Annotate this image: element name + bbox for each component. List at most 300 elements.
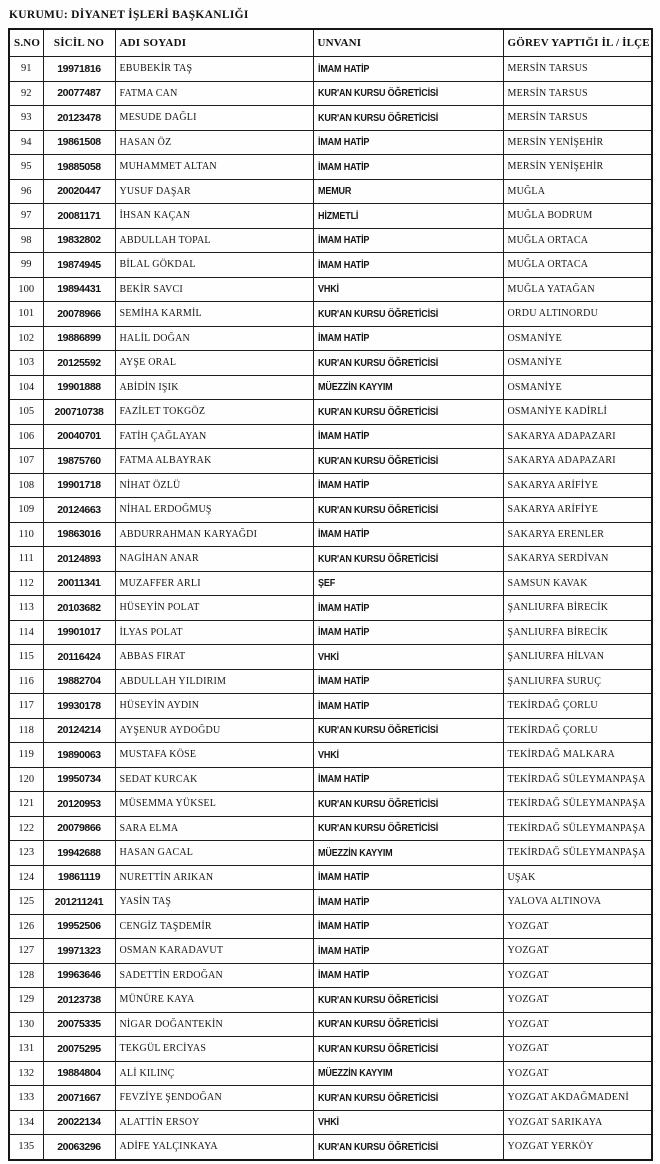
name-cell: MÜNÜRE KAYA bbox=[115, 988, 313, 1013]
column-header-0: S.NO bbox=[9, 29, 43, 57]
table-row bbox=[9, 498, 652, 523]
title-cell bbox=[313, 473, 503, 498]
title-text: KUR'AN KURSU ÖĞRETİCİSİ bbox=[317, 822, 438, 835]
table-row bbox=[9, 424, 652, 449]
name-cell: SARA ELMA bbox=[115, 816, 313, 841]
registry-no-cell: 19901017 bbox=[43, 620, 115, 645]
name-cell: ABİDİN IŞIK bbox=[115, 375, 313, 400]
table-row bbox=[9, 253, 652, 278]
serial-no-cell: 130 bbox=[9, 1012, 43, 1037]
table-row bbox=[9, 522, 652, 547]
title-text: İMAM HATİP bbox=[317, 234, 369, 247]
serial-no-cell: 109 bbox=[9, 498, 43, 523]
registry-no-cell: 19861508 bbox=[43, 130, 115, 155]
location-cell: TEKİRDAĞ SÜLEYMANPAŞA bbox=[503, 841, 652, 866]
serial-no-cell: 91 bbox=[9, 57, 43, 82]
location-cell: YOZGAT bbox=[503, 939, 652, 964]
location-cell: SAKARYA ADAPAZARI bbox=[503, 424, 652, 449]
name-cell: FEVZİYE ŞENDOĞAN bbox=[115, 1086, 313, 1111]
serial-no-cell: 94 bbox=[9, 130, 43, 155]
name-cell: MÜSEMMA YÜKSEL bbox=[115, 792, 313, 817]
title-cell bbox=[313, 914, 503, 939]
title-text: ŞEF bbox=[317, 577, 335, 590]
table-row bbox=[9, 106, 652, 131]
location-cell: YOZGAT bbox=[503, 988, 652, 1013]
name-cell: NAGİHAN ANAR bbox=[115, 547, 313, 572]
table-row bbox=[9, 743, 652, 768]
title-text: KUR'AN KURSU ÖĞRETİCİSİ bbox=[317, 405, 438, 418]
registry-no-cell: 201211241 bbox=[43, 890, 115, 915]
title-text: KUR'AN KURSU ÖĞRETİCİSİ bbox=[317, 111, 438, 124]
table-row bbox=[9, 988, 652, 1013]
column-header-3: UNVANI bbox=[313, 29, 503, 57]
table-row bbox=[9, 792, 652, 817]
title-cell bbox=[313, 596, 503, 621]
table-row bbox=[9, 179, 652, 204]
location-cell: UŞAK bbox=[503, 865, 652, 890]
location-cell: YOZGAT bbox=[503, 1037, 652, 1062]
name-cell: AYŞE ORAL bbox=[115, 351, 313, 376]
location-cell: YOZGAT bbox=[503, 963, 652, 988]
table-row bbox=[9, 841, 652, 866]
name-cell: SEDAT KURCAK bbox=[115, 767, 313, 792]
registry-no-cell: 20063296 bbox=[43, 1135, 115, 1160]
location-cell: MERSİN TARSUS bbox=[503, 106, 652, 131]
title-cell bbox=[313, 816, 503, 841]
title-text: KUR'AN KURSU ÖĞRETİCİSİ bbox=[317, 1042, 438, 1055]
table-row bbox=[9, 1110, 652, 1135]
title-text: HİZMETLİ bbox=[317, 209, 358, 222]
location-cell: OSMANİYE bbox=[503, 326, 652, 351]
title-text: MÜEZZİN KAYYIM bbox=[317, 381, 393, 394]
name-cell: NURETTİN ARIKAN bbox=[115, 865, 313, 890]
registry-no-cell: 200710738 bbox=[43, 400, 115, 425]
location-cell: TEKİRDAĞ ÇORLU bbox=[503, 718, 652, 743]
title-cell bbox=[313, 302, 503, 327]
table-row bbox=[9, 718, 652, 743]
table-row bbox=[9, 302, 652, 327]
table-row bbox=[9, 449, 652, 474]
location-cell: MERSİN TARSUS bbox=[503, 57, 652, 82]
serial-no-cell: 96 bbox=[9, 179, 43, 204]
table-header-row bbox=[9, 29, 652, 57]
title-text: İMAM HATİP bbox=[317, 430, 369, 443]
name-cell: EBUBEKİR TAŞ bbox=[115, 57, 313, 82]
location-cell: ŞANLIURFA HİLVAN bbox=[503, 645, 652, 670]
table-row bbox=[9, 669, 652, 694]
registry-no-cell: 20071667 bbox=[43, 1086, 115, 1111]
table-row bbox=[9, 939, 652, 964]
table-row bbox=[9, 890, 652, 915]
serial-no-cell: 131 bbox=[9, 1037, 43, 1062]
registry-no-cell: 19886899 bbox=[43, 326, 115, 351]
serial-no-cell: 128 bbox=[9, 963, 43, 988]
serial-no-cell: 132 bbox=[9, 1061, 43, 1086]
name-cell: FATMA CAN bbox=[115, 81, 313, 106]
title-cell bbox=[313, 81, 503, 106]
title-cell bbox=[313, 743, 503, 768]
registry-no-cell: 20011341 bbox=[43, 571, 115, 596]
title-text: İMAM HATİP bbox=[317, 944, 369, 957]
name-cell: MESUDE DAĞLI bbox=[115, 106, 313, 131]
name-cell: ABDULLAH YILDIRIM bbox=[115, 669, 313, 694]
title-cell bbox=[313, 1037, 503, 1062]
name-cell: MUSTAFA KÖSE bbox=[115, 743, 313, 768]
table-row bbox=[9, 204, 652, 229]
serial-no-cell: 100 bbox=[9, 277, 43, 302]
location-cell: MUĞLA ORTACA bbox=[503, 253, 652, 278]
table-body bbox=[9, 57, 652, 1160]
table-row bbox=[9, 694, 652, 719]
name-cell: BİLAL GÖKDAL bbox=[115, 253, 313, 278]
location-cell: SAKARYA ADAPAZARI bbox=[503, 449, 652, 474]
table-row bbox=[9, 1061, 652, 1086]
location-cell: SAKARYA ARİFİYE bbox=[503, 498, 652, 523]
title-cell bbox=[313, 865, 503, 890]
title-text: KUR'AN KURSU ÖĞRETİCİSİ bbox=[317, 993, 438, 1006]
serial-no-cell: 104 bbox=[9, 375, 43, 400]
registry-no-cell: 19861119 bbox=[43, 865, 115, 890]
table-row bbox=[9, 1135, 652, 1160]
location-cell: SAKARYA ARİFİYE bbox=[503, 473, 652, 498]
serial-no-cell: 133 bbox=[9, 1086, 43, 1111]
table-row bbox=[9, 596, 652, 621]
serial-no-cell: 111 bbox=[9, 547, 43, 572]
title-text: KUR'AN KURSU ÖĞRETİCİSİ bbox=[317, 503, 438, 516]
title-text: KUR'AN KURSU ÖĞRETİCİSİ bbox=[317, 797, 438, 810]
title-cell bbox=[313, 130, 503, 155]
name-cell: MUHAMMET ALTAN bbox=[115, 155, 313, 180]
table-row bbox=[9, 865, 652, 890]
serial-no-cell: 117 bbox=[9, 694, 43, 719]
column-header-4: GÖREV YAPTIĞI İL / İLÇE bbox=[503, 29, 652, 57]
table-row bbox=[9, 473, 652, 498]
table-row bbox=[9, 57, 652, 82]
registry-no-cell: 19875760 bbox=[43, 449, 115, 474]
location-cell: TEKİRDAĞ SÜLEYMANPAŞA bbox=[503, 767, 652, 792]
title-text: KUR'AN KURSU ÖĞRETİCİSİ bbox=[317, 87, 438, 100]
location-cell: TEKİRDAĞ MALKARA bbox=[503, 743, 652, 768]
title-cell bbox=[313, 498, 503, 523]
title-cell bbox=[313, 1135, 503, 1160]
serial-no-cell: 134 bbox=[9, 1110, 43, 1135]
title-text: VHKİ bbox=[317, 748, 339, 761]
location-cell: ORDU ALTINORDU bbox=[503, 302, 652, 327]
registry-no-cell: 19863016 bbox=[43, 522, 115, 547]
serial-no-cell: 103 bbox=[9, 351, 43, 376]
location-cell: YALOVA ALTINOVA bbox=[503, 890, 652, 915]
personnel-table bbox=[8, 28, 653, 1161]
registry-no-cell: 19885058 bbox=[43, 155, 115, 180]
serial-no-cell: 113 bbox=[9, 596, 43, 621]
table-row bbox=[9, 277, 652, 302]
registry-no-cell: 20075335 bbox=[43, 1012, 115, 1037]
serial-no-cell: 112 bbox=[9, 571, 43, 596]
registry-no-cell: 20077487 bbox=[43, 81, 115, 106]
title-cell bbox=[313, 1061, 503, 1086]
serial-no-cell: 129 bbox=[9, 988, 43, 1013]
title-text: KUR'AN KURSU ÖĞRETİCİSİ bbox=[317, 1140, 438, 1153]
serial-no-cell: 124 bbox=[9, 865, 43, 890]
serial-no-cell: 127 bbox=[9, 939, 43, 964]
title-cell bbox=[313, 351, 503, 376]
table-row bbox=[9, 1012, 652, 1037]
serial-no-cell: 123 bbox=[9, 841, 43, 866]
table-row bbox=[9, 1037, 652, 1062]
serial-no-cell: 115 bbox=[9, 645, 43, 670]
title-text: İMAM HATİP bbox=[317, 601, 369, 614]
registry-no-cell: 19901888 bbox=[43, 375, 115, 400]
name-cell: YASİN TAŞ bbox=[115, 890, 313, 915]
name-cell: SADETTİN ERDOĞAN bbox=[115, 963, 313, 988]
serial-no-cell: 125 bbox=[9, 890, 43, 915]
table-row bbox=[9, 375, 652, 400]
title-text: VHKİ bbox=[317, 1116, 339, 1129]
table-row bbox=[9, 326, 652, 351]
registry-no-cell: 19832802 bbox=[43, 228, 115, 253]
location-cell: YOZGAT bbox=[503, 1061, 652, 1086]
title-cell bbox=[313, 204, 503, 229]
name-cell: HALİL DOĞAN bbox=[115, 326, 313, 351]
table-row bbox=[9, 400, 652, 425]
title-cell bbox=[313, 718, 503, 743]
serial-no-cell: 105 bbox=[9, 400, 43, 425]
table-row bbox=[9, 767, 652, 792]
title-cell bbox=[313, 228, 503, 253]
registry-no-cell: 20124663 bbox=[43, 498, 115, 523]
name-cell: MUZAFFER ARLI bbox=[115, 571, 313, 596]
name-cell: FATMA ALBAYRAK bbox=[115, 449, 313, 474]
serial-no-cell: 108 bbox=[9, 473, 43, 498]
serial-no-cell: 106 bbox=[9, 424, 43, 449]
title-cell bbox=[313, 57, 503, 82]
title-text: MÜEZZİN KAYYIM bbox=[317, 846, 393, 859]
title-cell bbox=[313, 547, 503, 572]
location-cell: YOZGAT bbox=[503, 1012, 652, 1037]
title-cell bbox=[313, 253, 503, 278]
registry-no-cell: 19971323 bbox=[43, 939, 115, 964]
serial-no-cell: 114 bbox=[9, 620, 43, 645]
registry-no-cell: 19971816 bbox=[43, 57, 115, 82]
name-cell: İLYAS POLAT bbox=[115, 620, 313, 645]
column-header-1: SİCİL NO bbox=[43, 29, 115, 57]
registry-no-cell: 20124214 bbox=[43, 718, 115, 743]
name-cell: ADİFE YALÇINKAYA bbox=[115, 1135, 313, 1160]
location-cell: MUĞLA ORTACA bbox=[503, 228, 652, 253]
name-cell: ABDULLAH TOPAL bbox=[115, 228, 313, 253]
title-cell bbox=[313, 963, 503, 988]
title-text: MEMUR bbox=[317, 185, 351, 198]
registry-no-cell: 20103682 bbox=[43, 596, 115, 621]
location-cell: ŞANLIURFA SURUÇ bbox=[503, 669, 652, 694]
title-text: İMAM HATİP bbox=[317, 920, 369, 933]
title-cell bbox=[313, 155, 503, 180]
title-text: İMAM HATİP bbox=[317, 626, 369, 639]
registry-no-cell: 19894431 bbox=[43, 277, 115, 302]
title-cell bbox=[313, 792, 503, 817]
name-cell: HASAN ÖZ bbox=[115, 130, 313, 155]
title-text: MÜEZZİN KAYYIM bbox=[317, 1067, 393, 1080]
title-text: VHKİ bbox=[317, 650, 339, 663]
location-cell: SAMSUN KAVAK bbox=[503, 571, 652, 596]
serial-no-cell: 101 bbox=[9, 302, 43, 327]
title-cell bbox=[313, 1110, 503, 1135]
title-cell bbox=[313, 988, 503, 1013]
location-cell: SAKARYA SERDİVAN bbox=[503, 547, 652, 572]
title-cell bbox=[313, 669, 503, 694]
registry-no-cell: 19890063 bbox=[43, 743, 115, 768]
title-cell bbox=[313, 1012, 503, 1037]
table-row bbox=[9, 571, 652, 596]
registry-no-cell: 20125592 bbox=[43, 351, 115, 376]
registry-no-cell: 20120953 bbox=[43, 792, 115, 817]
registry-no-cell: 19950734 bbox=[43, 767, 115, 792]
title-cell bbox=[313, 522, 503, 547]
title-text: İMAM HATİP bbox=[317, 62, 369, 75]
name-cell: SEMİHA KARMİL bbox=[115, 302, 313, 327]
registry-no-cell: 20116424 bbox=[43, 645, 115, 670]
location-cell: MUĞLA bbox=[503, 179, 652, 204]
table-row bbox=[9, 620, 652, 645]
serial-no-cell: 107 bbox=[9, 449, 43, 474]
name-cell: HÜSEYİN POLAT bbox=[115, 596, 313, 621]
serial-no-cell: 119 bbox=[9, 743, 43, 768]
name-cell: HÜSEYİN AYDIN bbox=[115, 694, 313, 719]
title-text: VHKİ bbox=[317, 283, 339, 296]
registry-no-cell: 20078966 bbox=[43, 302, 115, 327]
registry-no-cell: 20040701 bbox=[43, 424, 115, 449]
serial-no-cell: 118 bbox=[9, 718, 43, 743]
name-cell: ABBAS FIRAT bbox=[115, 645, 313, 670]
name-cell: BEKİR SAVCI bbox=[115, 277, 313, 302]
title-cell bbox=[313, 767, 503, 792]
location-cell: OSMANİYE bbox=[503, 351, 652, 376]
name-cell: FAZİLET TOKGÖZ bbox=[115, 400, 313, 425]
registry-no-cell: 20124893 bbox=[43, 547, 115, 572]
title-text: KUR'AN KURSU ÖĞRETİCİSİ bbox=[317, 1018, 438, 1031]
registry-no-cell: 19874945 bbox=[43, 253, 115, 278]
title-text: İMAM HATİP bbox=[317, 479, 369, 492]
column-header-2: ADI SOYADI bbox=[115, 29, 313, 57]
serial-no-cell: 116 bbox=[9, 669, 43, 694]
name-cell: ALİ KILINÇ bbox=[115, 1061, 313, 1086]
registry-no-cell: 19930178 bbox=[43, 694, 115, 719]
table-row bbox=[9, 155, 652, 180]
name-cell: OSMAN KARADAVUT bbox=[115, 939, 313, 964]
name-cell: FATİH ÇAĞLAYAN bbox=[115, 424, 313, 449]
title-cell bbox=[313, 645, 503, 670]
registry-no-cell: 20075295 bbox=[43, 1037, 115, 1062]
title-text: İMAM HATİP bbox=[317, 160, 369, 173]
title-cell bbox=[313, 326, 503, 351]
title-text: İMAM HATİP bbox=[317, 332, 369, 345]
title-cell bbox=[313, 694, 503, 719]
serial-no-cell: 110 bbox=[9, 522, 43, 547]
table-row bbox=[9, 1086, 652, 1111]
location-cell: YOZGAT AKDAĞMADENİ bbox=[503, 1086, 652, 1111]
serial-no-cell: 135 bbox=[9, 1135, 43, 1160]
location-cell: TEKİRDAĞ SÜLEYMANPAŞA bbox=[503, 792, 652, 817]
title-text: KUR'AN KURSU ÖĞRETİCİSİ bbox=[317, 307, 438, 320]
document-title: KURUMU: DİYANET İŞLERİ BAŞKANLIĞI bbox=[9, 9, 249, 21]
serial-no-cell: 93 bbox=[9, 106, 43, 131]
registry-no-cell: 19884804 bbox=[43, 1061, 115, 1086]
serial-no-cell: 122 bbox=[9, 816, 43, 841]
name-cell: NİGAR DOĞANTEKİN bbox=[115, 1012, 313, 1037]
location-cell: YOZGAT YERKÖY bbox=[503, 1135, 652, 1160]
title-cell bbox=[313, 571, 503, 596]
registry-no-cell: 20081171 bbox=[43, 204, 115, 229]
location-cell: MERSİN YENİŞEHİR bbox=[503, 130, 652, 155]
name-cell: CENGİZ TAŞDEMİR bbox=[115, 914, 313, 939]
name-cell: ALATTİN ERSOY bbox=[115, 1110, 313, 1135]
registry-no-cell: 19963646 bbox=[43, 963, 115, 988]
serial-no-cell: 97 bbox=[9, 204, 43, 229]
title-cell bbox=[313, 620, 503, 645]
title-text: KUR'AN KURSU ÖĞRETİCİSİ bbox=[317, 552, 438, 565]
serial-no-cell: 126 bbox=[9, 914, 43, 939]
table-row bbox=[9, 963, 652, 988]
title-text: İMAM HATİP bbox=[317, 699, 369, 712]
title-cell bbox=[313, 400, 503, 425]
location-cell: SAKARYA ERENLER bbox=[503, 522, 652, 547]
title-cell bbox=[313, 375, 503, 400]
location-cell: MERSİN TARSUS bbox=[503, 81, 652, 106]
title-text: İMAM HATİP bbox=[317, 871, 369, 884]
title-text: KUR'AN KURSU ÖĞRETİCİSİ bbox=[317, 724, 438, 737]
title-cell bbox=[313, 277, 503, 302]
serial-no-cell: 92 bbox=[9, 81, 43, 106]
registry-no-cell: 19942688 bbox=[43, 841, 115, 866]
table-row bbox=[9, 228, 652, 253]
location-cell: ŞANLIURFA BİRECİK bbox=[503, 620, 652, 645]
registry-no-cell: 20020447 bbox=[43, 179, 115, 204]
title-text: İMAM HATİP bbox=[317, 528, 369, 541]
serial-no-cell: 120 bbox=[9, 767, 43, 792]
table-row bbox=[9, 914, 652, 939]
title-text: İMAM HATİP bbox=[317, 773, 369, 786]
title-cell bbox=[313, 106, 503, 131]
location-cell: MUĞLA BODRUM bbox=[503, 204, 652, 229]
name-cell: NİHAT ÖZLÜ bbox=[115, 473, 313, 498]
title-text: İMAM HATİP bbox=[317, 969, 369, 982]
location-cell: ŞANLIURFA BİRECİK bbox=[503, 596, 652, 621]
name-cell: NİHAL ERDOĞMUŞ bbox=[115, 498, 313, 523]
title-text: İMAM HATİP bbox=[317, 895, 369, 908]
registry-no-cell: 20123738 bbox=[43, 988, 115, 1013]
table-row bbox=[9, 81, 652, 106]
title-text: İMAM HATİP bbox=[317, 136, 369, 149]
registry-no-cell: 20079866 bbox=[43, 816, 115, 841]
location-cell: TEKİRDAĞ ÇORLU bbox=[503, 694, 652, 719]
location-cell: YOZGAT SARIKAYA bbox=[503, 1110, 652, 1135]
table-row bbox=[9, 645, 652, 670]
registry-no-cell: 20022134 bbox=[43, 1110, 115, 1135]
title-cell bbox=[313, 449, 503, 474]
location-cell: MUĞLA YATAĞAN bbox=[503, 277, 652, 302]
title-cell bbox=[313, 424, 503, 449]
title-cell bbox=[313, 1086, 503, 1111]
name-cell: AYŞENUR AYDOĞDU bbox=[115, 718, 313, 743]
title-text: İMAM HATİP bbox=[317, 675, 369, 688]
registry-no-cell: 19901718 bbox=[43, 473, 115, 498]
location-cell: OSMANİYE KADİRLİ bbox=[503, 400, 652, 425]
name-cell: İHSAN KAÇAN bbox=[115, 204, 313, 229]
serial-no-cell: 99 bbox=[9, 253, 43, 278]
serial-no-cell: 102 bbox=[9, 326, 43, 351]
table-row bbox=[9, 351, 652, 376]
title-text: İMAM HATİP bbox=[317, 258, 369, 271]
